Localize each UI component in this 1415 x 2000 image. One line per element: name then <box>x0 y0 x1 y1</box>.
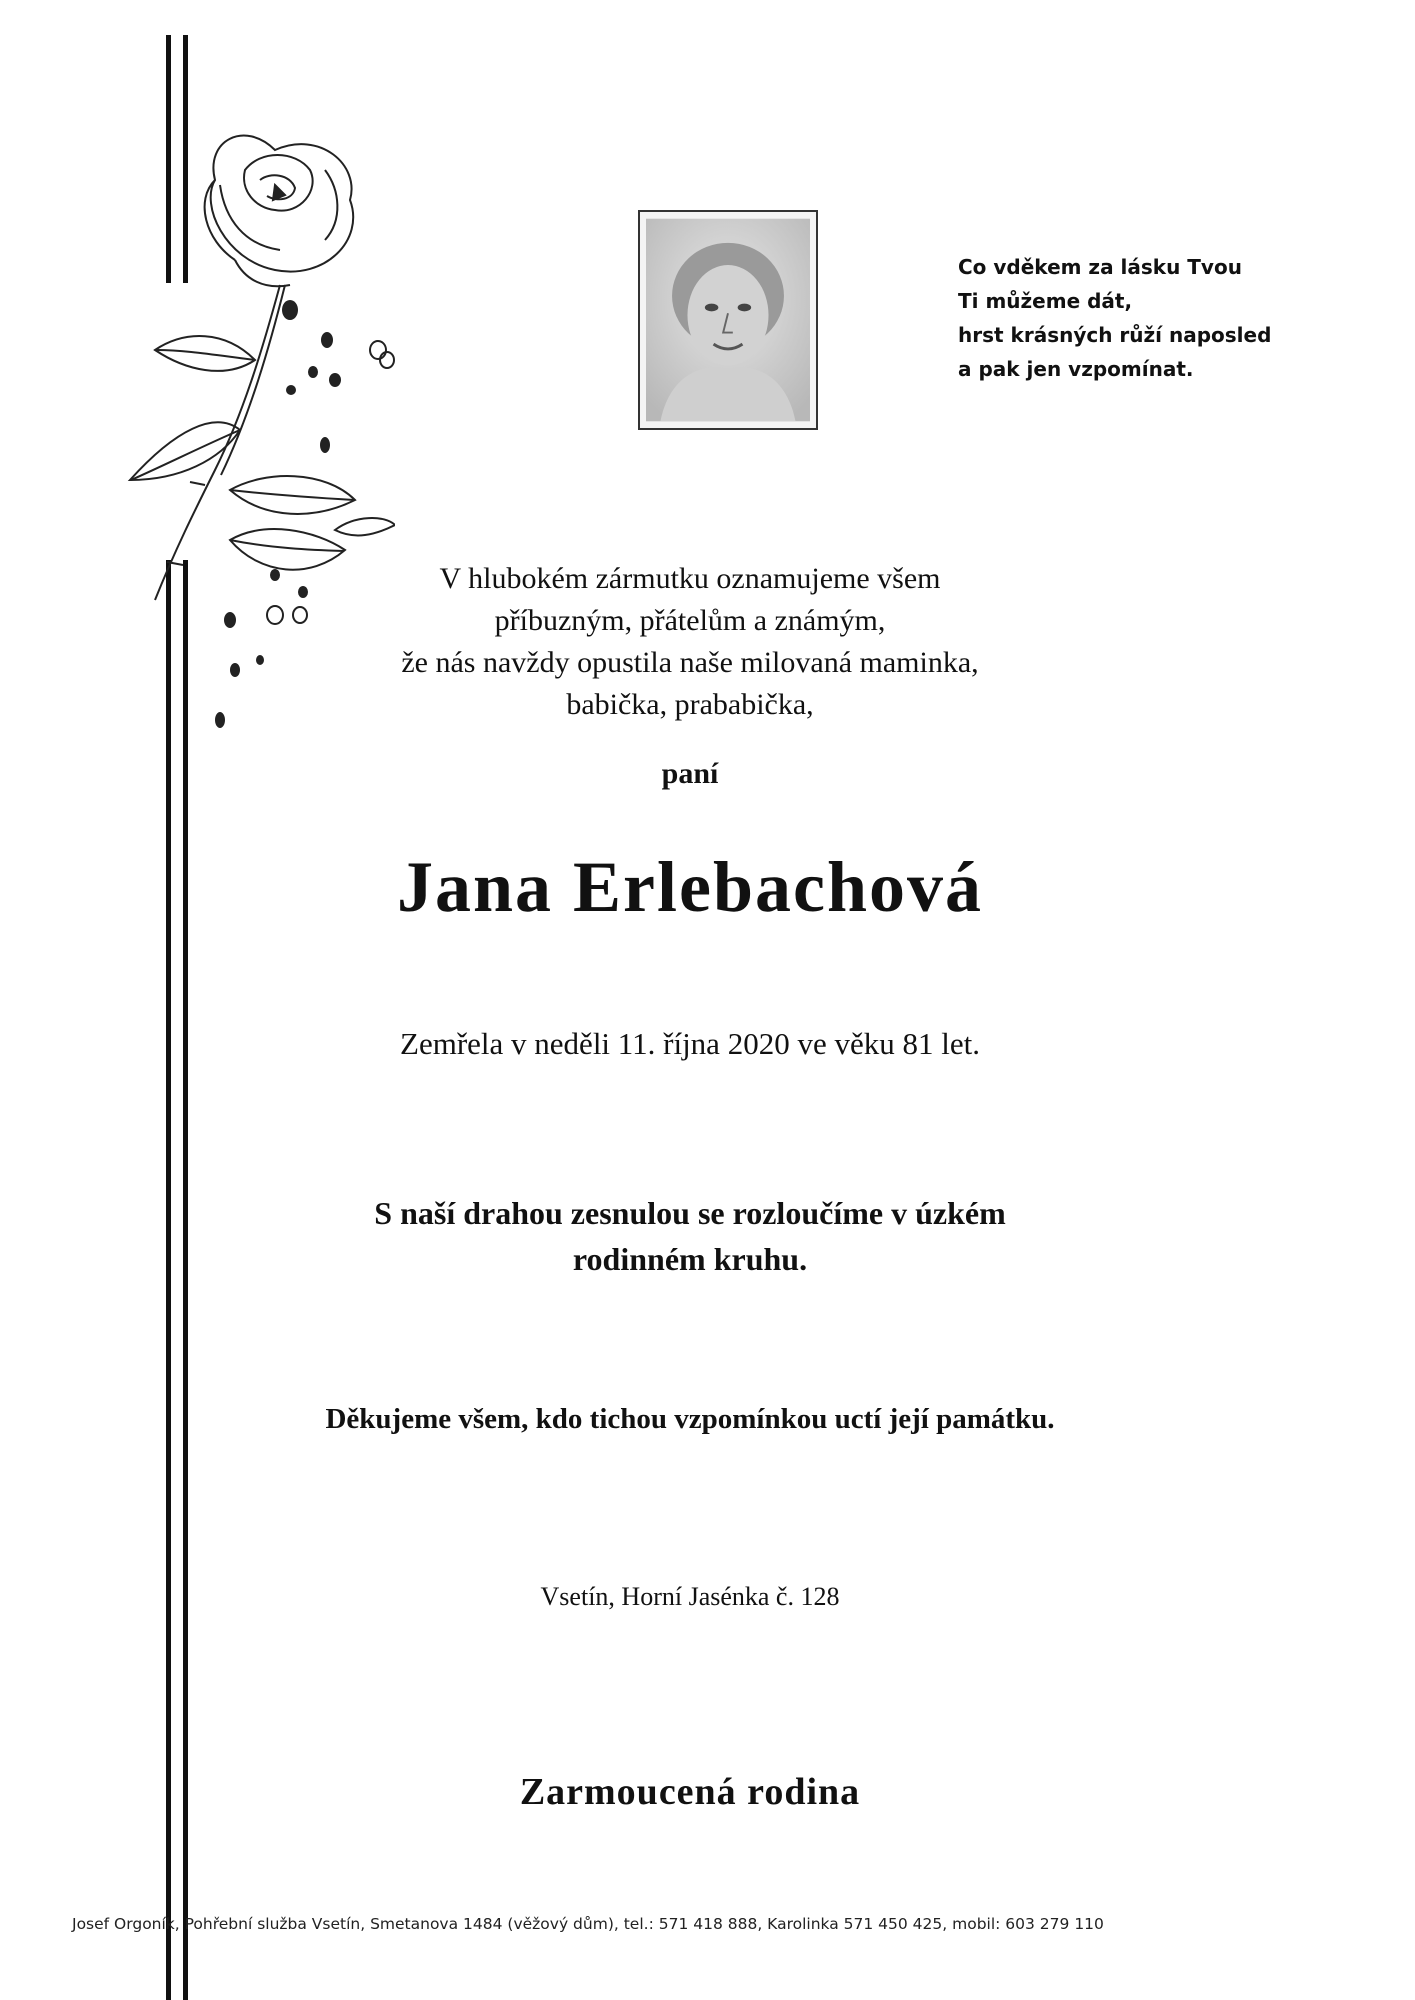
farewell-line: S naší drahou zesnulou se rozloučíme v úzkém <box>374 1195 1006 1231</box>
intro-line: že nás navždy opustila naše milovaná maminka, <box>401 646 979 679</box>
poem-line: Ti můžeme dát, <box>958 289 1133 313</box>
memorial-poem <box>958 250 1278 386</box>
announcement-intro <box>300 558 1080 726</box>
intro-line: babička, prababička, <box>566 688 814 721</box>
deceased-name: Jana Erlebachová <box>396 847 984 927</box>
death-notice: Zemřela v neděli 11. října 2020 ve věku 81 let. <box>400 1026 980 1061</box>
funeral-service-footer: Josef Orgoník, Pohřební služba Vsetín, Smetanova 1484 (věžový dům), tel.: 571 418 888, Karolinka 571 450 425, mobil: 603 279 110 <box>72 1915 1104 1933</box>
address: Vsetín, Horní Jasénka č. 128 <box>540 1582 840 1611</box>
portrait-photo-icon <box>646 218 810 422</box>
salutation: paní <box>661 757 719 790</box>
intro-line: příbuzným, přátelům a známým, <box>494 604 886 637</box>
intro-line: V hlubokém zármutku oznamujeme všem <box>439 562 941 595</box>
poem-line: a pak jen vzpomínat. <box>958 357 1194 381</box>
portrait-photo <box>638 210 818 430</box>
poem-line: Co vděkem za lásku Tvou <box>958 255 1242 279</box>
thanks-line: Děkujeme všem, kdo tichou vzpomínkou uctí její památku. <box>325 1403 1055 1435</box>
signature: Zarmoucená rodina <box>519 1771 861 1813</box>
farewell-line: rodinném kruhu. <box>572 1241 808 1277</box>
poem-line: hrst krásných růží naposled <box>958 323 1272 347</box>
farewell-notice <box>300 1190 1080 1282</box>
